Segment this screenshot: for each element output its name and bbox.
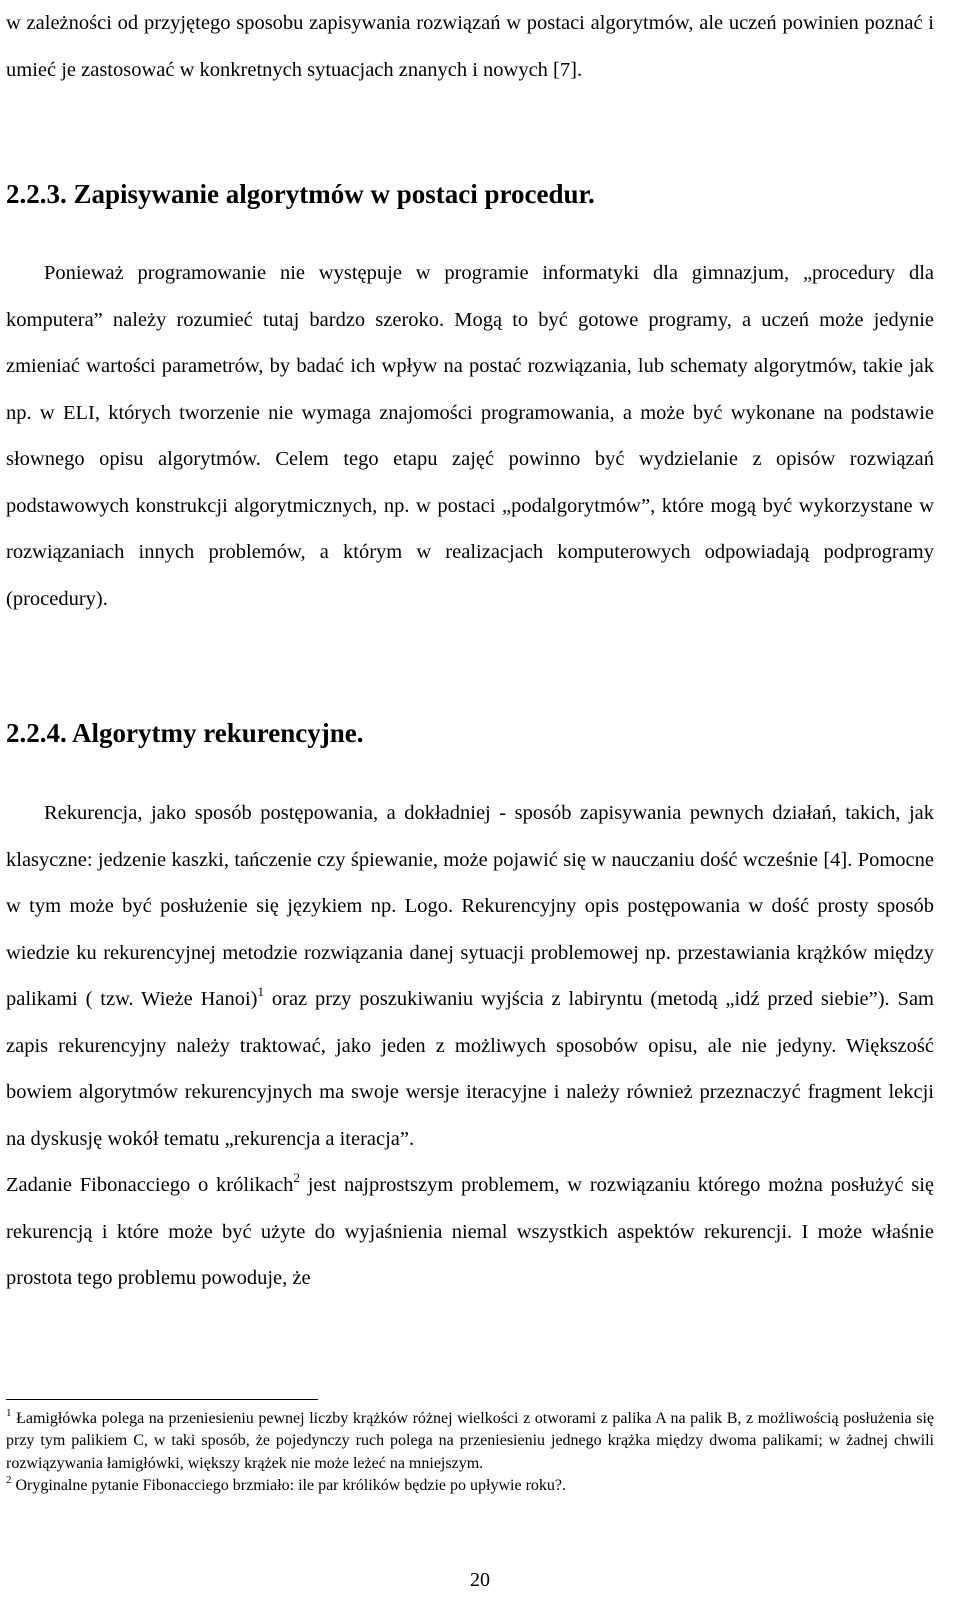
fibonacci-paragraph-text-a: Zadanie Fibonacciego o królikach bbox=[6, 1174, 294, 1196]
footnote-2 bbox=[6, 1475, 934, 1497]
footnote-1-number: 1 bbox=[6, 1407, 12, 1419]
section-2-2-4-heading: 2.2.4. Algorytmy rekurencyjne. bbox=[6, 718, 364, 748]
footnote-2-number: 2 bbox=[6, 1474, 12, 1487]
section-2-2-3-heading: 2.2.3. Zapisywanie algorytmów w postaci procedur. bbox=[6, 179, 595, 209]
section-2-2-3-text: Ponieważ programowanie nie występuje w programie informatyki dla gimnazjum, „procedury dla komputera” należy rozumieć tutaj bardzo szeroko. Mogą to być gotowe programy, a uczeń może jedynie zmieniać wartości parametrów, by badać ich wpływ na postać rozwiązania, lub schematy algorytmów, takie jak np. w ELI, których tworzenie nie wymaga znajomości programowania, a może być wykonane na podstawie słownego opisu algorytmów. Celem tego etapu zajęć powinno być wydzielanie z opisów rozwiązań podstawowych konstrukcji algorytmicznych, np. w postaci „podalgorytmów”, które mogą być wykorzystane w rozwiązaniach innych problemów, a którym w realizacjach komputerowych odpowiadają podprogramy (procedury). bbox=[6, 262, 934, 610]
fibonacci-paragraph bbox=[6, 1162, 934, 1302]
recursion-paragraph-text-b: oraz przy poszukiwaniu wyjścia z labiryntu (metodą „idź przed siebie”). Sam zapis rekurencyjny należy traktować, jako jeden z możliwych sposobów opisu, ale nie jedyny. Większość bowiem algorytmów rekurencyjnych ma swoje wersje iteracyjne i należy również przeznaczyć fragment lekcji na dyskusję wokół tematu „rekurencja a iteracja”. bbox=[6, 988, 934, 1150]
footnote-separator bbox=[6, 1399, 318, 1400]
fibonacci-paragraph-text-b: jest najprostszym problemem, w rozwiązaniu którego można posłużyć się rekurencją i które może być użyte do wyjaśnienia niemal wszystkich aspektów rekurencji. I może właśnie prostota tego problemu powoduje, że bbox=[6, 1174, 935, 1289]
recursion-paragraph bbox=[6, 790, 934, 1162]
section-2-2-4-body bbox=[6, 790, 934, 1302]
intro-paragraph bbox=[6, 0, 934, 93]
page-number: 20 bbox=[470, 1569, 490, 1591]
footnotes bbox=[6, 1408, 934, 1498]
recursion-paragraph-text-a: Rekurencja, jako sposób postępowania, a dokładniej - sposób zapisywania pewnych działań, takich, jak klasyczne: jedzenie kaszki, tańczenie czy śpiewanie, może pojawić się w nauczaniu dość wcześnie [4]. Pomocne w tym może być posłużenie się językiem np. Logo. Rekurencyjny opis postępowania w dość prosty sposób wiedzie ku rekurencyjnej metodzie rozwiązania danej sytuacji problemowej np. przestawiania krążków między palikami ( tzw. Wieże Hanoi) bbox=[6, 802, 934, 1010]
footnote-1-text: Łamigłówka polega na przeniesieniu pewnej liczby krążków różnej wielkości z otworami z palika A na palik B, z możliwością posłużenia się przy tym palikiem C, w taki sposób, że pojedynczy ruch polega na przeniesieniu jednego krążka między dwoma palikami; w żadnej chwili rozwiązywania łamigłówki, większy krążek nie może leżeć na mniejszym. bbox=[6, 1410, 934, 1472]
footnote-ref-1: 1 bbox=[257, 984, 264, 999]
footnote-2-text: Oryginalne pytanie Fibonacciego brzmiało: ile par królików będzie po upływie roku?. bbox=[11, 1477, 566, 1495]
intro-text: w zależności od przyjętego sposobu zapisywania rozwiązań w postaci algorytmów, ale uczeń powinien poznać i umieć je zastosować w konkretnych sytuacjach znanych i nowych [7]. bbox=[6, 12, 934, 81]
footnote-ref-2: 2 bbox=[293, 1170, 300, 1185]
section-2-2-3-paragraph bbox=[6, 250, 934, 622]
footnote-1 bbox=[6, 1408, 934, 1475]
